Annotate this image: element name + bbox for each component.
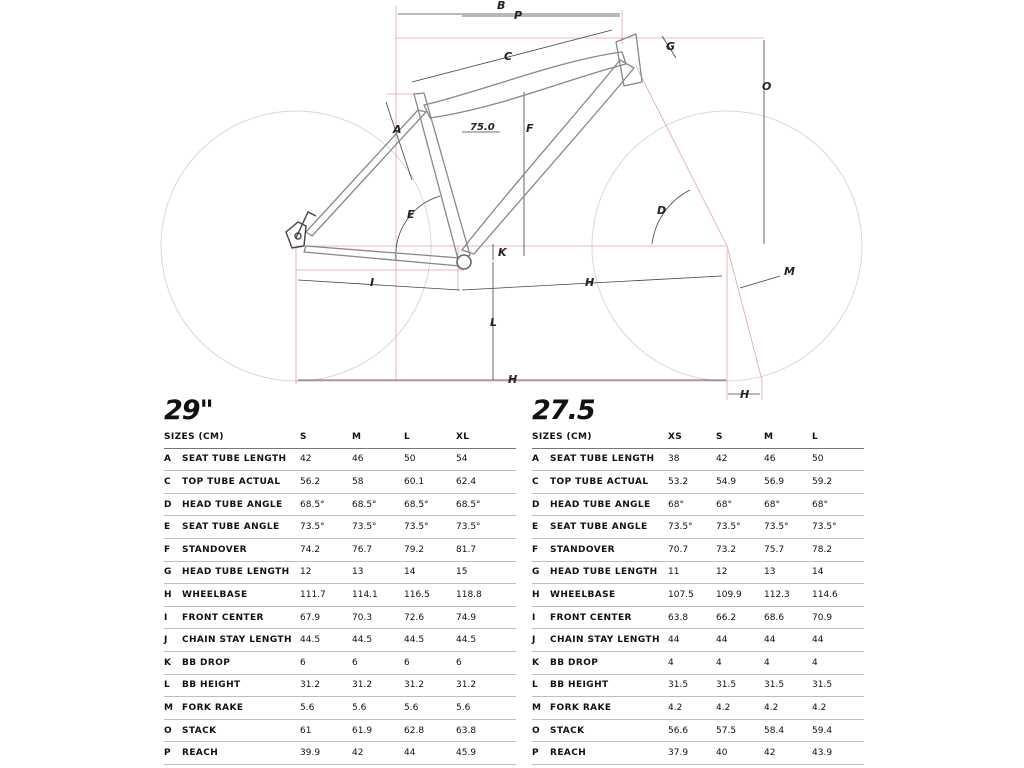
dimension-value: 4: [764, 657, 770, 668]
dimension-value: 73.5°: [812, 522, 837, 533]
dimension-name: SEAT TUBE ANGLE: [550, 522, 648, 533]
dimension-value: 31.5: [764, 680, 785, 691]
head-tube: [616, 34, 642, 86]
down-tube: [462, 60, 634, 254]
dimension-name: STACK: [182, 725, 217, 736]
dimension-value: 68.6: [764, 612, 785, 623]
dimension-value: 57.5: [716, 725, 737, 736]
dimension-value: 44.5: [300, 635, 321, 646]
dimension-value: 44: [404, 748, 416, 759]
dimension-value: 114.1: [352, 589, 378, 600]
dimension-value: 44.5: [456, 635, 477, 646]
dimension-value: 79.2: [404, 544, 425, 555]
dim-label-k: K: [498, 246, 507, 259]
dimension-value: 6: [456, 657, 462, 668]
table-row: [164, 742, 516, 765]
dimension-value: 5.6: [404, 702, 419, 713]
dim-label-h: H: [508, 373, 518, 386]
top-tube: [424, 52, 626, 118]
dim-label-i: H: [585, 276, 595, 289]
dimension-name: CHAIN STAY LENGTH: [550, 635, 660, 646]
table-row: [164, 539, 516, 562]
table-row: [532, 449, 864, 472]
table-row: [164, 697, 516, 720]
dimension-value: 67.9: [300, 612, 321, 623]
dimension-letter: O: [532, 725, 540, 736]
dimension-value: 4: [716, 657, 722, 668]
dimension-name: FRONT CENTER: [182, 612, 264, 623]
sizes-label: SIZES (CM): [532, 431, 592, 442]
dimension-value: 6: [300, 657, 306, 668]
dim-label-c: C: [504, 50, 513, 63]
dimension-value: 53.2: [668, 476, 689, 487]
table-row: [532, 720, 864, 743]
dimension-letter: D: [532, 499, 540, 510]
dimension-letter: G: [532, 567, 540, 578]
dimension-value: 31.5: [812, 680, 833, 691]
dimension-name: REACH: [550, 748, 587, 759]
dimension-value: 70.9: [812, 612, 833, 623]
table-header: [164, 426, 516, 449]
dimension-value: 43.9: [812, 748, 833, 759]
dimension-value: 56.9: [764, 476, 785, 487]
dimension-name: WHEELBASE: [182, 589, 248, 600]
dimension-value: 44: [668, 635, 680, 646]
dimension-value: 31.5: [668, 680, 689, 691]
dimension-value: 75.7: [764, 544, 785, 555]
dimension-value: 13: [352, 567, 364, 578]
dim-label-b: B: [497, 0, 506, 12]
head-angle-arc: [652, 190, 690, 244]
table-row: [164, 607, 516, 630]
dimension-value: 39.9: [300, 748, 321, 759]
table-row: [164, 449, 516, 472]
table-row: [532, 471, 864, 494]
seat-angle-label: 75.0: [470, 122, 495, 133]
dimension-value: 112.3: [764, 589, 790, 600]
dimension-value: 109.9: [716, 589, 742, 600]
dim-label-m: M: [784, 265, 795, 278]
dimension-value: 4.2: [716, 702, 731, 713]
geometry-table-27-5: [532, 396, 864, 765]
dimension-letter: J: [164, 635, 168, 646]
dimension-value: 62.8: [404, 725, 425, 736]
dimension-value: 62.4: [456, 476, 477, 487]
dimension-value: 68.5°: [404, 499, 429, 510]
dimension-value: 73.5°: [764, 522, 789, 533]
size-header: L: [812, 431, 819, 442]
rear-dropout: [286, 212, 316, 248]
dimension-letter: H: [164, 589, 172, 600]
dimension-value: 5.6: [300, 702, 315, 713]
size-header: M: [352, 431, 362, 442]
dimension-value: 58: [352, 476, 364, 487]
dimension-value: 56.6: [668, 725, 689, 736]
dimension-name: TOP TUBE ACTUAL: [182, 476, 281, 487]
dimension-name: BB DROP: [182, 657, 231, 668]
table-row: [532, 584, 864, 607]
dimension-value: 31.2: [300, 680, 321, 691]
dimension-value: 6: [404, 657, 410, 668]
size-header: S: [300, 431, 307, 442]
table-row: [532, 675, 864, 698]
dimension-value: 11: [668, 567, 680, 578]
dimension-value: 42: [716, 454, 728, 465]
dimension-value: 73.5°: [456, 522, 481, 533]
dimension-name: HEAD TUBE ANGLE: [550, 499, 651, 510]
table-row: [164, 494, 516, 517]
dimension-value: 44: [716, 635, 728, 646]
dimension-value: 46: [352, 454, 364, 465]
dimension-value: 68.5°: [300, 499, 325, 510]
dimension-value: 107.5: [668, 589, 694, 600]
dimension-letter: C: [164, 476, 171, 487]
dimension-letter: K: [164, 657, 171, 668]
dimension-value: 66.2: [716, 612, 737, 623]
dim-label-n: H: [740, 388, 750, 400]
dimension-value: 5.6: [456, 702, 471, 713]
dimension-value: 4: [668, 657, 674, 668]
dimension-value: 68°: [716, 499, 732, 510]
dimension-letter: A: [532, 454, 539, 465]
table-row: [532, 607, 864, 630]
dimension-value: 54.9: [716, 476, 737, 487]
dimension-letter: E: [164, 522, 171, 533]
dimension-value: 4.2: [764, 702, 779, 713]
dimension-name: TOP TUBE ACTUAL: [550, 476, 649, 487]
dimension-value: 38: [668, 454, 680, 465]
dimension-name: CHAIN STAY LENGTH: [182, 635, 292, 646]
dimension-value: 118.8: [456, 589, 482, 600]
table-row: [532, 629, 864, 652]
dimension-value: 72.6: [404, 612, 425, 623]
sizes-label: SIZES (CM): [164, 431, 224, 442]
dimension-letter: M: [532, 702, 541, 713]
table-row: [164, 584, 516, 607]
dimension-name: HEAD TUBE LENGTH: [182, 567, 290, 578]
dimension-value: 58.4: [764, 725, 785, 736]
table-row: [164, 629, 516, 652]
dimension-value: 76.7: [352, 544, 373, 555]
dimension-name: HEAD TUBE ANGLE: [182, 499, 283, 510]
dimension-value: 68.5°: [456, 499, 481, 510]
dimension-letter: O: [164, 725, 172, 736]
size-header: XL: [456, 431, 470, 442]
chain-stay: [304, 246, 460, 266]
table-row: [164, 562, 516, 585]
dimension-name: BB HEIGHT: [182, 680, 241, 691]
dimension-name: REACH: [182, 748, 219, 759]
dim-label-p: P: [514, 9, 523, 22]
dimension-letter: J: [532, 635, 536, 646]
dimension-letter: F: [532, 544, 539, 555]
dimension-value: 114.6: [812, 589, 838, 600]
dimension-name: WHEELBASE: [550, 589, 616, 600]
dimension-value: 42: [764, 748, 776, 759]
geometry-table-29: [164, 396, 516, 765]
dimension-letter: H: [532, 589, 540, 600]
table-row: [532, 516, 864, 539]
dimension-value: 73.2: [716, 544, 737, 555]
dimension-name: FORK RAKE: [182, 702, 244, 713]
seat-angle-arc: [396, 196, 440, 260]
dimension-letter: K: [532, 657, 539, 668]
wheel-size-title: 29": [164, 395, 213, 426]
dimension-value: 59.2: [812, 476, 833, 487]
size-header: L: [404, 431, 411, 442]
dimension-value: 74.2: [300, 544, 321, 555]
table-row: [532, 742, 864, 765]
dimension-value: 70.7: [668, 544, 689, 555]
dimension-value: 4.2: [812, 702, 827, 713]
dimension-value: 73.5°: [404, 522, 429, 533]
dimension-value: 50: [404, 454, 416, 465]
dimension-value: 73.5°: [668, 522, 693, 533]
table-row: [532, 697, 864, 720]
dimension-value: 56.2: [300, 476, 321, 487]
dimension-name: STANDOVER: [550, 544, 615, 555]
dimension-letter: P: [164, 748, 171, 759]
dimension-name: BB HEIGHT: [550, 680, 609, 691]
dim-label-l: L: [490, 316, 498, 329]
dimension-value: 63.8: [456, 725, 477, 736]
dimension-value: 37.9: [668, 748, 689, 759]
dimension-value: 13: [764, 567, 776, 578]
dim-label-j: I: [370, 276, 375, 289]
dimension-name: SEAT TUBE LENGTH: [550, 454, 655, 465]
dimension-value: 68.5°: [352, 499, 377, 510]
dimension-value: 61: [300, 725, 312, 736]
dimension-value: 31.2: [456, 680, 477, 691]
dimension-value: 61.9: [352, 725, 373, 736]
bottom-bracket: [457, 255, 471, 269]
dimension-letter: G: [164, 567, 172, 578]
dim-label-e: E: [407, 208, 415, 221]
dimension-value: 50: [812, 454, 824, 465]
table-row: [164, 471, 516, 494]
dimension-value: 63.8: [668, 612, 689, 623]
dimension-name: SEAT TUBE ANGLE: [182, 522, 280, 533]
dimension-value: 12: [300, 567, 312, 578]
wheel-size-title: 27.5: [532, 395, 595, 426]
dimension-value: 81.7: [456, 544, 477, 555]
table-row: [164, 675, 516, 698]
size-header: M: [764, 431, 774, 442]
table-header: [532, 426, 864, 449]
dimension-value: 4.2: [668, 702, 683, 713]
dimension-name: SEAT TUBE LENGTH: [182, 454, 287, 465]
dimension-value: 73.5°: [716, 522, 741, 533]
dimension-value: 44.5: [404, 635, 425, 646]
bike-frame: [304, 34, 642, 266]
dimension-value: 44: [812, 635, 824, 646]
dimension-value: 60.1: [404, 476, 425, 487]
dimension-name: BB DROP: [550, 657, 599, 668]
dimension-letter: D: [164, 499, 172, 510]
dimension-value: 54: [456, 454, 468, 465]
dim-label-o: O: [762, 80, 772, 93]
dimension-value: 68°: [668, 499, 684, 510]
dimension-value: 15: [456, 567, 468, 578]
dimension-letter: I: [532, 612, 536, 623]
dimension-value: 46: [764, 454, 776, 465]
dimension-name: STACK: [550, 725, 585, 736]
dimension-value: 14: [812, 567, 824, 578]
dimension-letter: L: [164, 680, 170, 691]
dimension-value: 68°: [764, 499, 780, 510]
table-row: [164, 516, 516, 539]
table-row: [164, 652, 516, 675]
dimension-value: 44: [764, 635, 776, 646]
dimension-value: 6: [352, 657, 358, 668]
dim-label-a: A: [393, 123, 402, 136]
dimension-value: 59.4: [812, 725, 833, 736]
dimension-value: 40: [716, 748, 728, 759]
dimension-value: 116.5: [404, 589, 430, 600]
dimension-name: FRONT CENTER: [550, 612, 632, 623]
table-row: [532, 652, 864, 675]
dimension-value: 31.2: [352, 680, 373, 691]
dimension-value: 78.2: [812, 544, 833, 555]
dim-label-f: F: [526, 122, 534, 135]
dimension-value: 31.2: [404, 680, 425, 691]
dimension-name: FORK RAKE: [550, 702, 612, 713]
dimension-value: 73.5°: [352, 522, 377, 533]
dimension-value: 31.5: [716, 680, 737, 691]
dimension-value: 42: [300, 454, 312, 465]
dimension-value: 4: [812, 657, 818, 668]
dimension-letter: C: [532, 476, 539, 487]
dimension-value: 73.5°: [300, 522, 325, 533]
dimension-value: 14: [404, 567, 416, 578]
dimension-value: 12: [716, 567, 728, 578]
dimension-name: HEAD TUBE LENGTH: [550, 567, 658, 578]
table-row: [164, 720, 516, 743]
dim-label-d: D: [657, 204, 667, 217]
dimension-letter: L: [532, 680, 538, 691]
dim-label-g: G: [666, 40, 676, 53]
dimension-letter: E: [532, 522, 539, 533]
seat-tube: [414, 93, 470, 259]
reference-lines: [296, 6, 764, 400]
dimension-value: 74.9: [456, 612, 477, 623]
size-header: S: [716, 431, 723, 442]
dimension-name: STANDOVER: [182, 544, 247, 555]
table-row: [532, 539, 864, 562]
table-row: [532, 494, 864, 517]
dimension-value: 42: [352, 748, 364, 759]
dimension-letter: M: [164, 702, 173, 713]
dimension-letter: A: [164, 454, 171, 465]
dimension-value: 70.3: [352, 612, 373, 623]
dimension-value: 68°: [812, 499, 828, 510]
dimension-value: 45.9: [456, 748, 477, 759]
dimension-value: 5.6: [352, 702, 367, 713]
size-header: XS: [668, 431, 683, 442]
dimension-letter: I: [164, 612, 168, 623]
dimension-value: 44.5: [352, 635, 373, 646]
dimension-value: 111.7: [300, 589, 326, 600]
dimension-letter: P: [532, 748, 539, 759]
dimension-letter: F: [164, 544, 171, 555]
table-row: [532, 562, 864, 585]
